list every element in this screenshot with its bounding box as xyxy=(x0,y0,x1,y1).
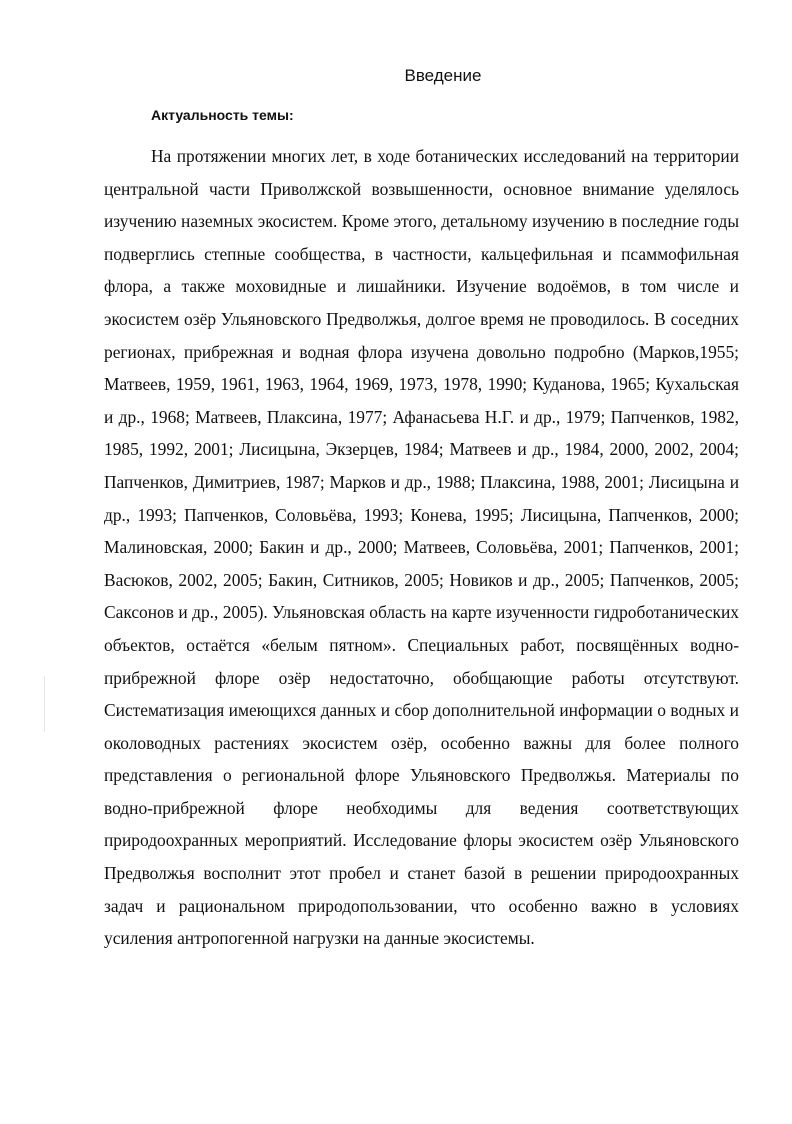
scan-margin-mark xyxy=(44,676,45,732)
section-heading: Актуальность темы: xyxy=(151,107,294,123)
page-title: Введение xyxy=(404,66,482,85)
body-paragraph: На протяжении многих лет, в ходе ботанических исследований на территории центральной части Приволжской возвышенности, основное внимание уделялось изучению наземных экосистем. Кроме этого, детальному изучению в последние годы подверглись степные сообщества, в частности, кальцефильная и псаммофильная флора, а также моховидные и лишайники. Изучение водоёмов, в том числе и экосистем озёр Ульяновского Предволжья, долгое время не проводилось. В соседних регионах, прибрежная и водная флора изучена довольно подробно (Марков,1955; Матвеев, 1959, 1961, 1963, 1964, 1969, 1973, 1978, 1990; Куданова, 1965; Кухальская и др., 1968; Матвеев, Плаксина, 1977; Афанасьева Н.Г. и др., 1979; Папченков, 1982, 1985, 1992, 2001; Лисицына, Экзерцев, 1984; Матвеев и др., 1984, 2000, 2002, 2004; Папченков, Димитриев, 1987; Марков и др., 1988; Плаксина, 1988, 2001; Лисицына и др., 1993; Папченков, Соловьёва, 1993; Конева, 1995; Лисицына, Папченков, 2000; Малиновская, 2000; Бакин и др., 2000; Матвеев, Соловьёва, 2001; Папченков, 2001; Васюков, 2002, 2005; Бакин, Ситников, 2005; Новиков и др., 2005; Папченков, 2005; Саксонов и др., 2005). Ульяновская область на карте изученности гидроботанических объектов, остаётся «белым пятном». Специальных работ, посвящённых водно-прибрежной флоре озёр недостаточно, обобщающие работы отсутствуют. Систематизация имеющихся данных и сбор дополнительной информации о водных и околоводных растениях экосистем озёр, особенно важны для более полного представления о региональной флоре Ульяновского Предволжья. Материалы по водно-прибрежной флоре необходимы для ведения соответствующих природоохранных мероприятий. Исследование флоры экосистем озёр Ульяновского Предволжья восполнит этот пробел и станет базой в решении природоохранных задач и рациональном природопользовании, что особенно важно в условиях усиления антропогенной нагрузки на данные экосистемы. xyxy=(104,146,739,949)
